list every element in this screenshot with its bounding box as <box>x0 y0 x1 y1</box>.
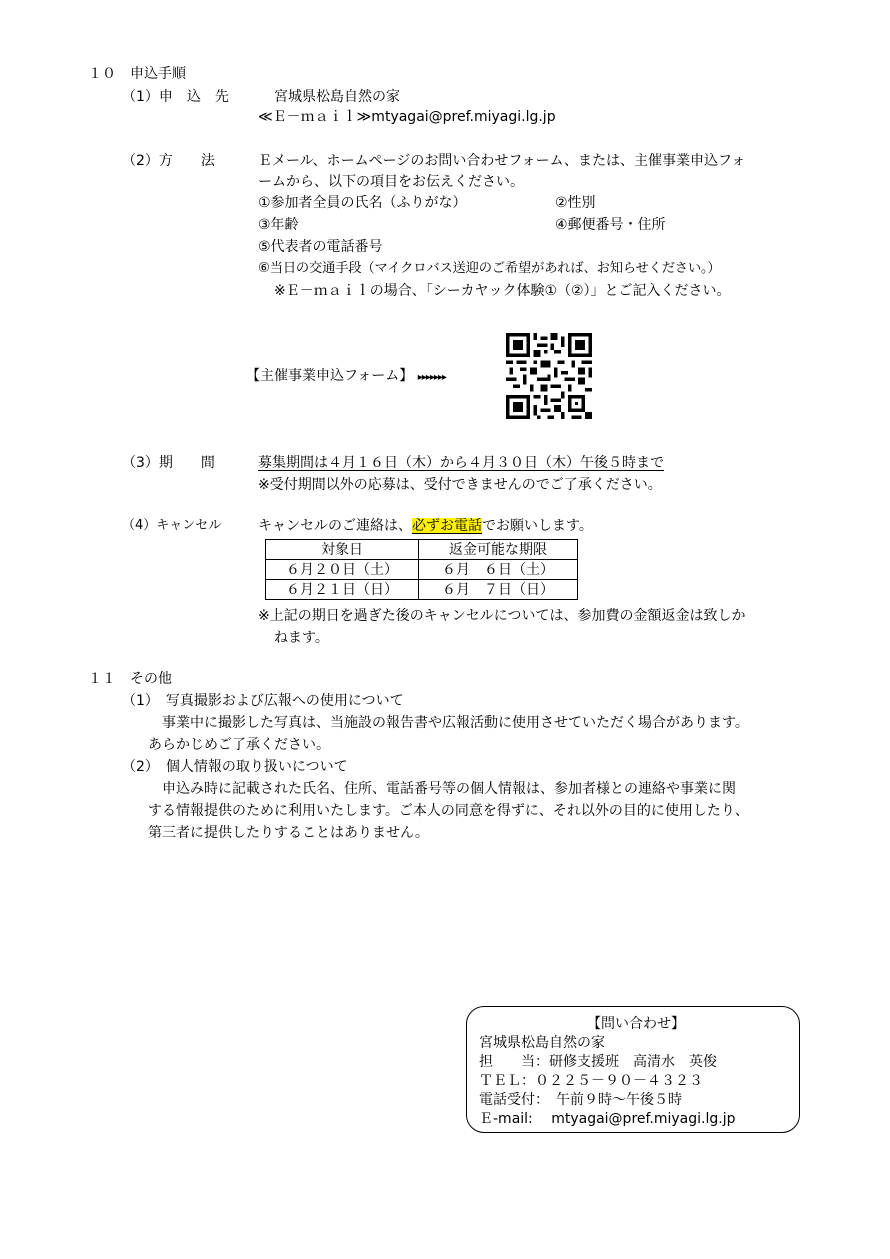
privacy-line-2: する情報提供のために利用いたします。ご本人の同意を得ずに、それ以外の目的に使用したり、 <box>148 803 749 819</box>
arrow-icon: ▸▸▸▸▸▸▸ <box>417 372 446 383</box>
privacy-line-3: 第三者に提供したりすることはありません。 <box>148 825 429 841</box>
contact-email[interactable]: Ｅ-mail: mtyagai@pref.miyagi.lg.jp <box>479 1111 736 1127</box>
section-11-heading: １１ その他 <box>88 671 172 687</box>
cancel-text: キャンセルのご連絡は、必ずお電話でお願いします。 <box>258 518 593 534</box>
contact-org: 宮城県松島自然の家 <box>479 1035 605 1051</box>
table-row <box>266 580 578 600</box>
method-item-4: ④郵便番号・住所 <box>555 217 666 233</box>
refund-table <box>265 539 578 600</box>
qr-code[interactable] <box>506 333 592 419</box>
method-item-2: ②性別 <box>555 195 596 211</box>
apply-to-label: （1）申 込 先 <box>122 89 229 105</box>
contact-box <box>466 1006 800 1133</box>
method-line1: Ｅメール、ホームページのお問い合わせフォーム、または、主催事業申込フォ <box>258 153 746 169</box>
method-item-1: ①参加者全員の氏名（ふりがな） <box>258 195 467 211</box>
table-cell: ６月 ６日（土） <box>419 560 578 580</box>
period-text: 募集期間は４月１６日（木）から４月３０日（木）午後５時まで <box>258 455 664 471</box>
table-cell: ６月 ７日（日） <box>419 580 578 600</box>
period-label: （3）期 間 <box>122 455 215 471</box>
table-header: 対象日 <box>266 540 419 560</box>
privacy-heading: （2） 個人情報の取り扱いについて <box>122 759 348 775</box>
photo-heading: （1） 写真撮影および広報への使用について <box>122 693 404 709</box>
method-line2: ームから、以下の項目をお伝えください。 <box>258 174 524 190</box>
table-cell: ６月２０日（土） <box>266 560 419 580</box>
cancel-highlight: 必ずお電話 <box>412 518 482 534</box>
contact-hours: 電話受付： 午前９時～午後５時 <box>479 1092 682 1108</box>
section-10-heading: １０ 申込手順 <box>88 66 186 82</box>
apply-to-value: 宮城県松島自然の家 <box>274 89 400 105</box>
table-header: 返金可能な期限 <box>419 540 578 560</box>
method-item-5: ⑤代表者の電話番号 <box>258 239 383 255</box>
method-item-3: ③年齢 <box>258 217 299 233</box>
application-form-label: 【主催事業申込フォーム】 ▸▸▸▸▸▸▸ <box>246 368 446 384</box>
cancel-label: （4）キャンセル <box>122 518 222 533</box>
contact-person: 担 当：研修支援班 高清水 英俊 <box>479 1054 717 1070</box>
photo-line-1: 事業中に撮影した写真は、当施設の報告書や広報活動に使用させていただく場合があります。 <box>162 715 749 731</box>
period-note: ※受付期間以外の応募は、受付できませんのでご了承ください。 <box>258 477 662 493</box>
cancel-note-1: ※上記の期日を過ぎた後のキャンセルについては、参加費の金額返金は致しか <box>258 608 746 624</box>
privacy-line-1: 申込み時に記載された氏名、住所、電話番号等の個人情報は、参加者様との連絡や事業に関 <box>162 781 736 797</box>
photo-line-2: あらかじめご了承ください。 <box>148 737 330 753</box>
table-row <box>266 560 578 580</box>
table-cell: ６月２１日（日） <box>266 580 419 600</box>
method-item-6: ⑥当日の交通手段（マイクロバス送迎のご希望があれば、お知らせください。） <box>258 261 721 276</box>
cancel-note-2: ねます。 <box>274 630 329 646</box>
contact-title: 【問い合わせ】 <box>587 1016 685 1032</box>
method-label: （2）方 法 <box>122 153 215 169</box>
contact-tel: ＴＥＬ：０２２５－９０－４３２３ <box>479 1073 703 1089</box>
apply-email: ≪Ｅ－ｍａｉｌ≫mtyagai@pref.miyagi.lg.jp <box>258 109 556 125</box>
table-header-row <box>266 540 578 560</box>
method-note: ※Ｅ－ｍａｉｌの場合、「シーカヤック体験①（②）」とご記入ください。 <box>274 283 731 299</box>
